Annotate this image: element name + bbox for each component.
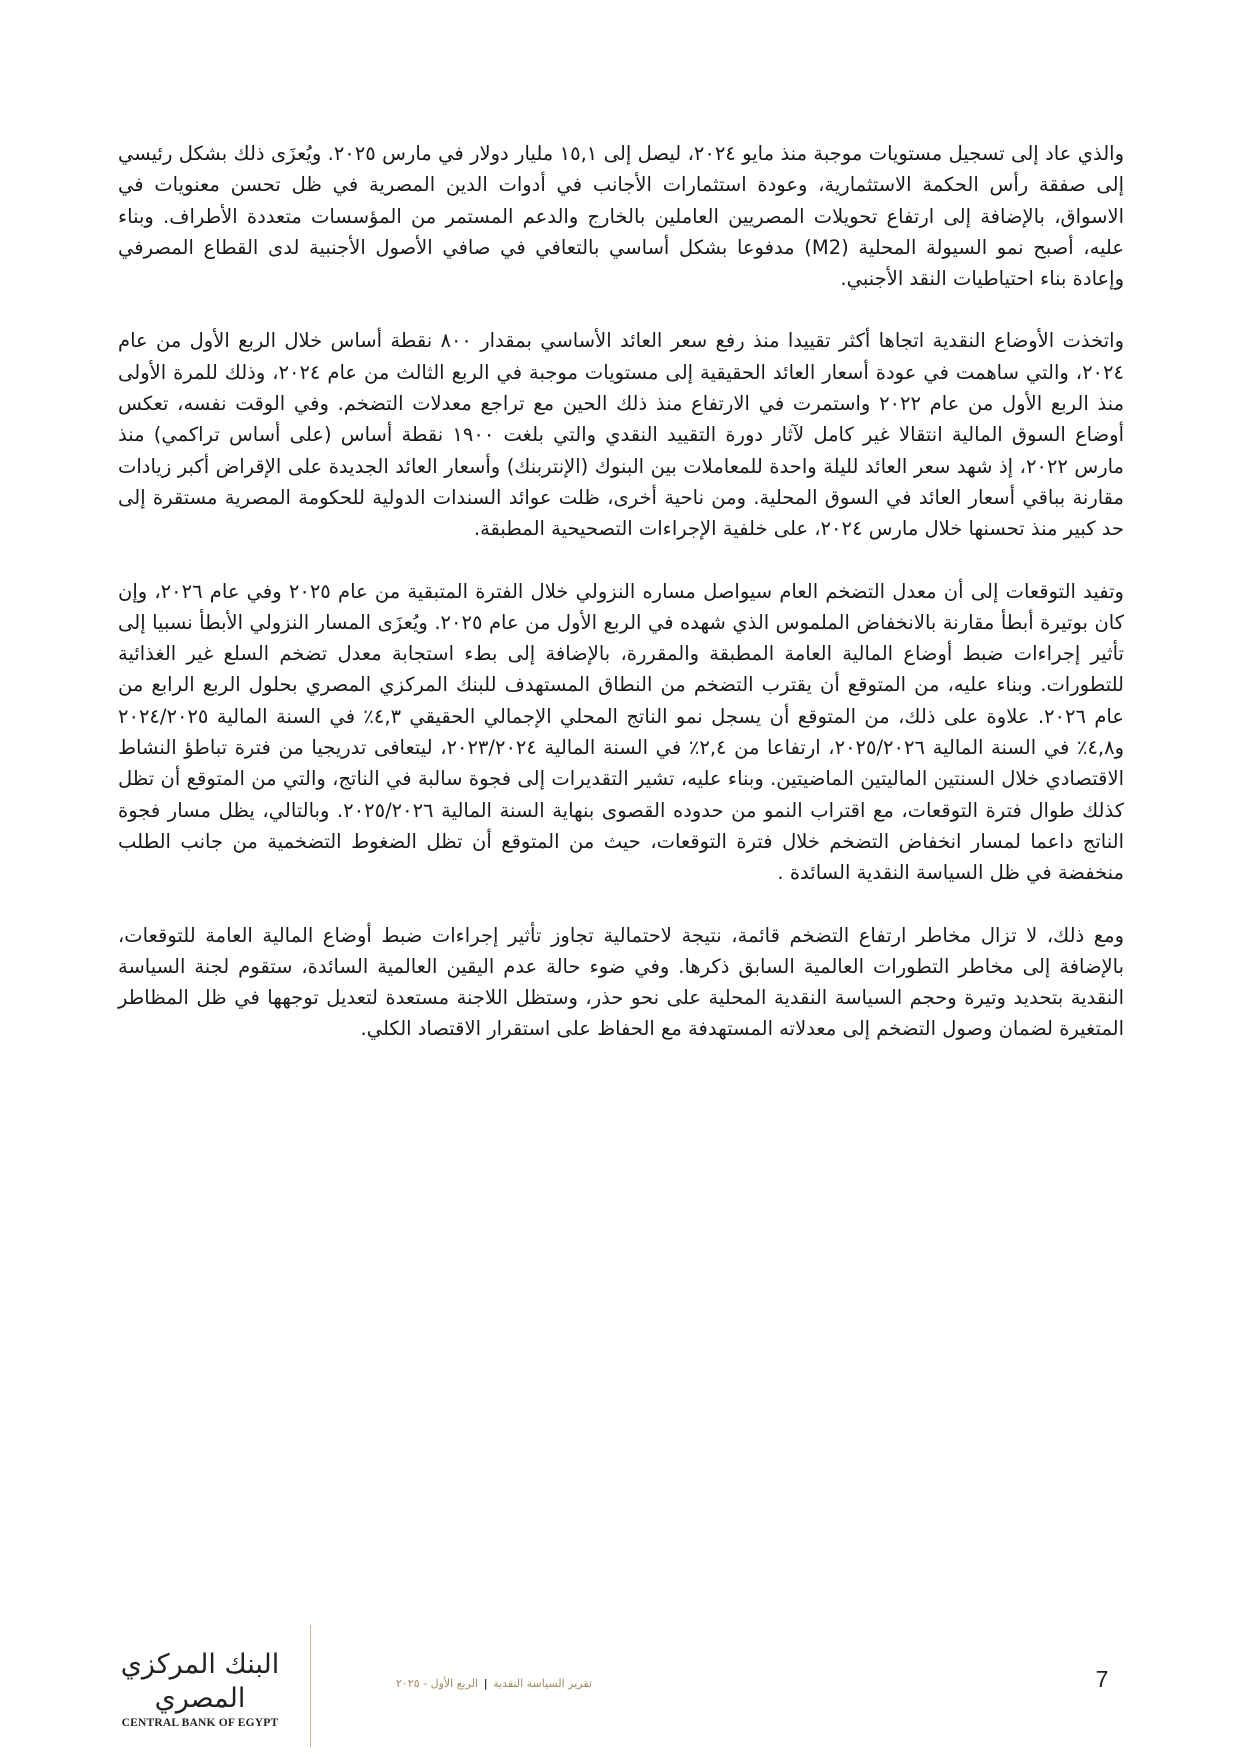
footer-divider xyxy=(310,1625,311,1747)
running-title xyxy=(352,1677,592,1690)
title-separator: | xyxy=(483,1677,488,1690)
paragraph-external-position: والذي عاد إلى تسجيل مستويات موجبة منذ مايو ٢٠٢٤، ليصل إلى ١٥,١ مليار دولار في مارس ٢٠٢٥. ويُعزَى ذلك بشكل رئيسي إلى صفقة رأس الحكمة الاستثمارية، وعودة استثمارات الأجانب في أدوات الدين المصرية في ظل تحسن معنويات في الاسواق، بالإضافة إلى ارتفاع تحويلات المصريين العاملين بالخارج والدعم المستمر من المؤسسات متعددة الأطراف. وبناء عليه، أصبح نمو السيولة المحلية (M2) مدفوعا بشكل أساسي بالتعافي في صافي الأصول الأجنبية لدى القطاع المصرفي وإعادة بناء احتياطيات النقد الأجنبي. xyxy=(118,142,1125,291)
logo-english-text: CENTRAL BANK OF EGYPT xyxy=(121,1717,279,1729)
page-number: 7 xyxy=(1095,1666,1109,1692)
report-name: تقرير السياسة النقدية xyxy=(493,1677,592,1690)
paragraph-monetary-conditions: واتخذت الأوضاع النقدية اتجاها أكثر تقييدا منذ رفع سعر العائد الأساسي بمقدار ٨٠٠ نقطة أساس خلال الربع الأول من عام ٢٠٢٤، والتي ساهمت في عودة أسعار العائد الحقيقية إلى مستويات موجبة في الربع الثالث من عام ٢٠٢٤، وذلك للمرة الأولى منذ الربع الأول من عام ٢٠٢٢ واستمرت في الارتفاع منذ ذلك الحين مع تراجع معدلات التضخم. وفي الوقت نفسه، تعكس أوضاع السوق المالية انتقالا غير كامل لآثار دورة التقييد النقدي والتي بلغت ١٩٠٠ نقطة أساس (على أساس تراكمي) منذ مارس ٢٠٢٢، إذ شهد سعر العائد لليلة واحدة للمعاملات بين البنوك (الإنتربنك) وأسعار العائد الجديدة على الإقراض أكبر زيادات مقارنة بباقي أسعار العائد في السوق المحلية. ومن ناحية أخرى، ظلت عوائد السندات الدولية للحكومة المصرية مستقرة إلى حد كبير منذ تحسنها خلال مارس ٢٠٢٤، على خلفية الإجراءات التصحيحية المطبقة. xyxy=(118,329,1125,541)
logo-arabic-text: البنك المركزي المصري xyxy=(120,1649,280,1714)
cbe-logo xyxy=(120,1648,280,1729)
paragraph-inflation-outlook: وتفيد التوقعات إلى أن معدل التضخم العام سيواصل مساره النزولي خلال الفترة المتبقية من عام ٢٠٢٥ وفي عام ٢٠٢٦، وإن كان بوتيرة أبطأ مقارنة بالانخفاض الملموس الذي شهده في الربع الأول من عام ٢٠٢٥. ويُعزَى المسار النزولي الأبطأ نسبيا إلى تأثير إجراءات ضبط أوضاع المالية العامة المطبقة والمقررة، بالإضافة إلى بطء استجابة معدل تضخم السلع غير الغذائية للتطورات. وبناء عليه، من المتوقع أن يقترب التضخم من النطاق المستهدف للبنك المركزي المصري بحلول الربع الرابع من عام ٢٠٢٦. علاوة على ذلك، من المتوقع أن يسجل نمو الناتج المحلي الإجمالي الحقيقي ٤,٣٪ في السنة المالية ٢٠٢٤/٢٠٢٥ و٤,٨٪ في السنة المالية ٢٠٢٥/٢٠٢٦، ارتفاعا من ٢,٤٪ في السنة المالية ٢٠٢٣/٢٠٢٤، ليتعافى تدريجيا من فترة تباطؤ النشاط الاقتصادي خلال السنتين الماليتين الماضيتين. وبناء عليه، تشير التقديرات إلى فجوة سالبة في الناتج، والتي من المتوقع أن تظل كذلك طوال فترة التوقعات، مع اقتراب النمو من حدوده القصوى بنهاية السنة المالية ٢٠٢٥/٢٠٢٦. وبالتالي، يظل مسار فجوة الناتج داعما لمسار انخفاض التضخم خلال فترة التوقعات، حيث من المتوقع أن تظل الضغوط التضخمية من جانب الطلب منخفضة في ظل السياسة النقدية السائدة . xyxy=(118,579,1125,885)
report-body xyxy=(118,138,1124,1076)
paragraph-risks: ومع ذلك، لا تزال مخاطر ارتفاع التضخم قائمة، نتيجة لاحتمالية تجاوز تأثير إجراءات ضبط أوضاع المالية العامة للتوقعات، بالإضافة إلى مخاطر التطورات العالمية السابق ذكرها. وفي ضوء حالة عدم اليقين العالمية السائدة، ستقوم لجنة السياسة النقدية بتحديد وتيرة وحجم السياسة النقدية المحلية على نحو حذر، وستظل اللاجنة مستعدة لتعديل توجهها في ظل المظاطر المتغيرة لضمان وصول التضخم إلى معدلاته المستهدفة مع الحفاظ على استقرار الاقتصاد الكلي. xyxy=(118,923,1124,1041)
report-period: الربع الأول - ٢٠٢٥ xyxy=(395,1677,479,1690)
